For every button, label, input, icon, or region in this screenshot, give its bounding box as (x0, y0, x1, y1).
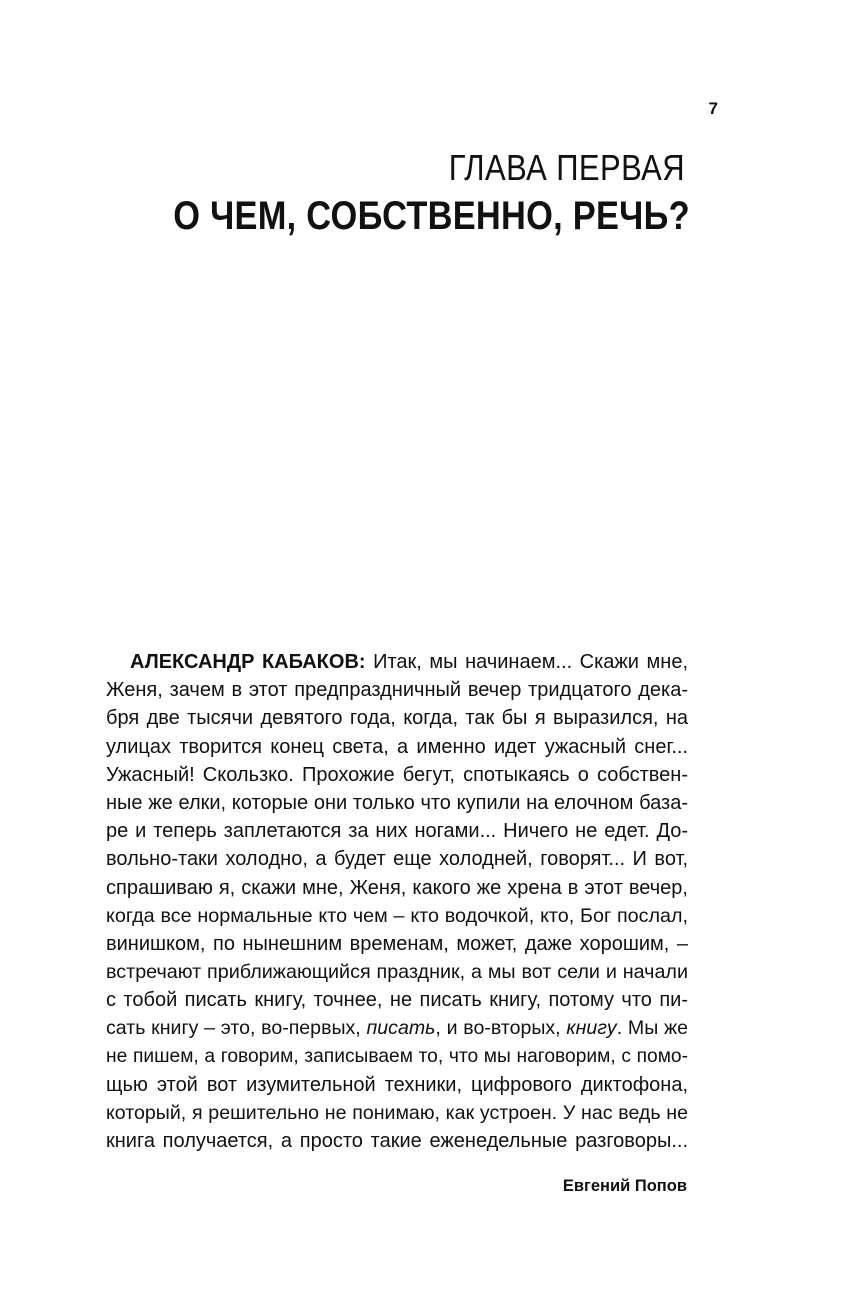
text-segment: . Мы же (616, 1017, 688, 1040)
chapter-label: ГЛАВА ПЕРВАЯ (448, 147, 685, 188)
text-line (106, 1014, 688, 1042)
speaker-name: АЛЕКСАНДР КАБАКОВ: (130, 651, 366, 673)
chapter-header (90, 146, 690, 240)
text-line: спрашиваю я, скажи мне, Женя, какого же хрена в этот вечер, (106, 876, 688, 899)
text-line: встречают приближающийся праздник, а мы вот сели и начали (106, 961, 688, 984)
text-line: винишком, по нынешним временам, может, даже хорошим, – (106, 932, 688, 955)
text-line: щью этой вот изумительной техники, цифрового диктофона, (106, 1073, 688, 1096)
text-line: вольно-таки холодно, а будет еще холодней, говорят... И вот, (106, 848, 688, 871)
italic-word: писать (366, 1017, 436, 1040)
text-line (106, 648, 688, 676)
text-line: ре и теперь заплетаются за них ногами... Ничего не едет. До- (106, 820, 688, 843)
page-number: 7 (708, 99, 718, 118)
text-line-content: Итак, мы начинаем... Скажи мне, (373, 651, 689, 673)
text-line: с тобой писать книгу, точнее, не писать книгу, потому что пи- (106, 989, 688, 1012)
text-line: книга получается, а просто такие еженедельные разговоры... (106, 1130, 688, 1153)
text-line: улицах творится конец света, а именно идет ужасный снег... (106, 735, 688, 758)
text-line: ные же елки, которые они только что купили на елочном база- (106, 791, 688, 814)
text-line: когда все нормальные кто чем – кто водочкой, кто, Бог послал, (106, 904, 688, 927)
italic-word: книгу (566, 1017, 617, 1040)
text-segment: , и во-вторых, (435, 1017, 567, 1040)
text-line: бря две тысячи девятого года, когда, так бы я выразился, на (106, 707, 688, 730)
text-line: Ужасный! Скользко. Прохожие бегут, спотыкаясь о собствен- (106, 763, 688, 786)
next-speaker-name: Евгений Попов (562, 1177, 687, 1195)
dialogue-paragraph (106, 648, 688, 1155)
chapter-title: О ЧЕМ, СОБСТВЕННО, РЕЧЬ? (173, 194, 690, 238)
text-segment: сать книгу – это, во-первых, (106, 1017, 367, 1040)
text-line: Женя, зачем в этот предпраздничный вечер тридцатого дека- (106, 679, 688, 702)
text-line: не пишем, а говорим, записываем то, что мы наговорим, с помо- (106, 1045, 688, 1067)
text-line: который, я решительно не понимаю, как устроен. У нас ведь не (106, 1102, 688, 1124)
